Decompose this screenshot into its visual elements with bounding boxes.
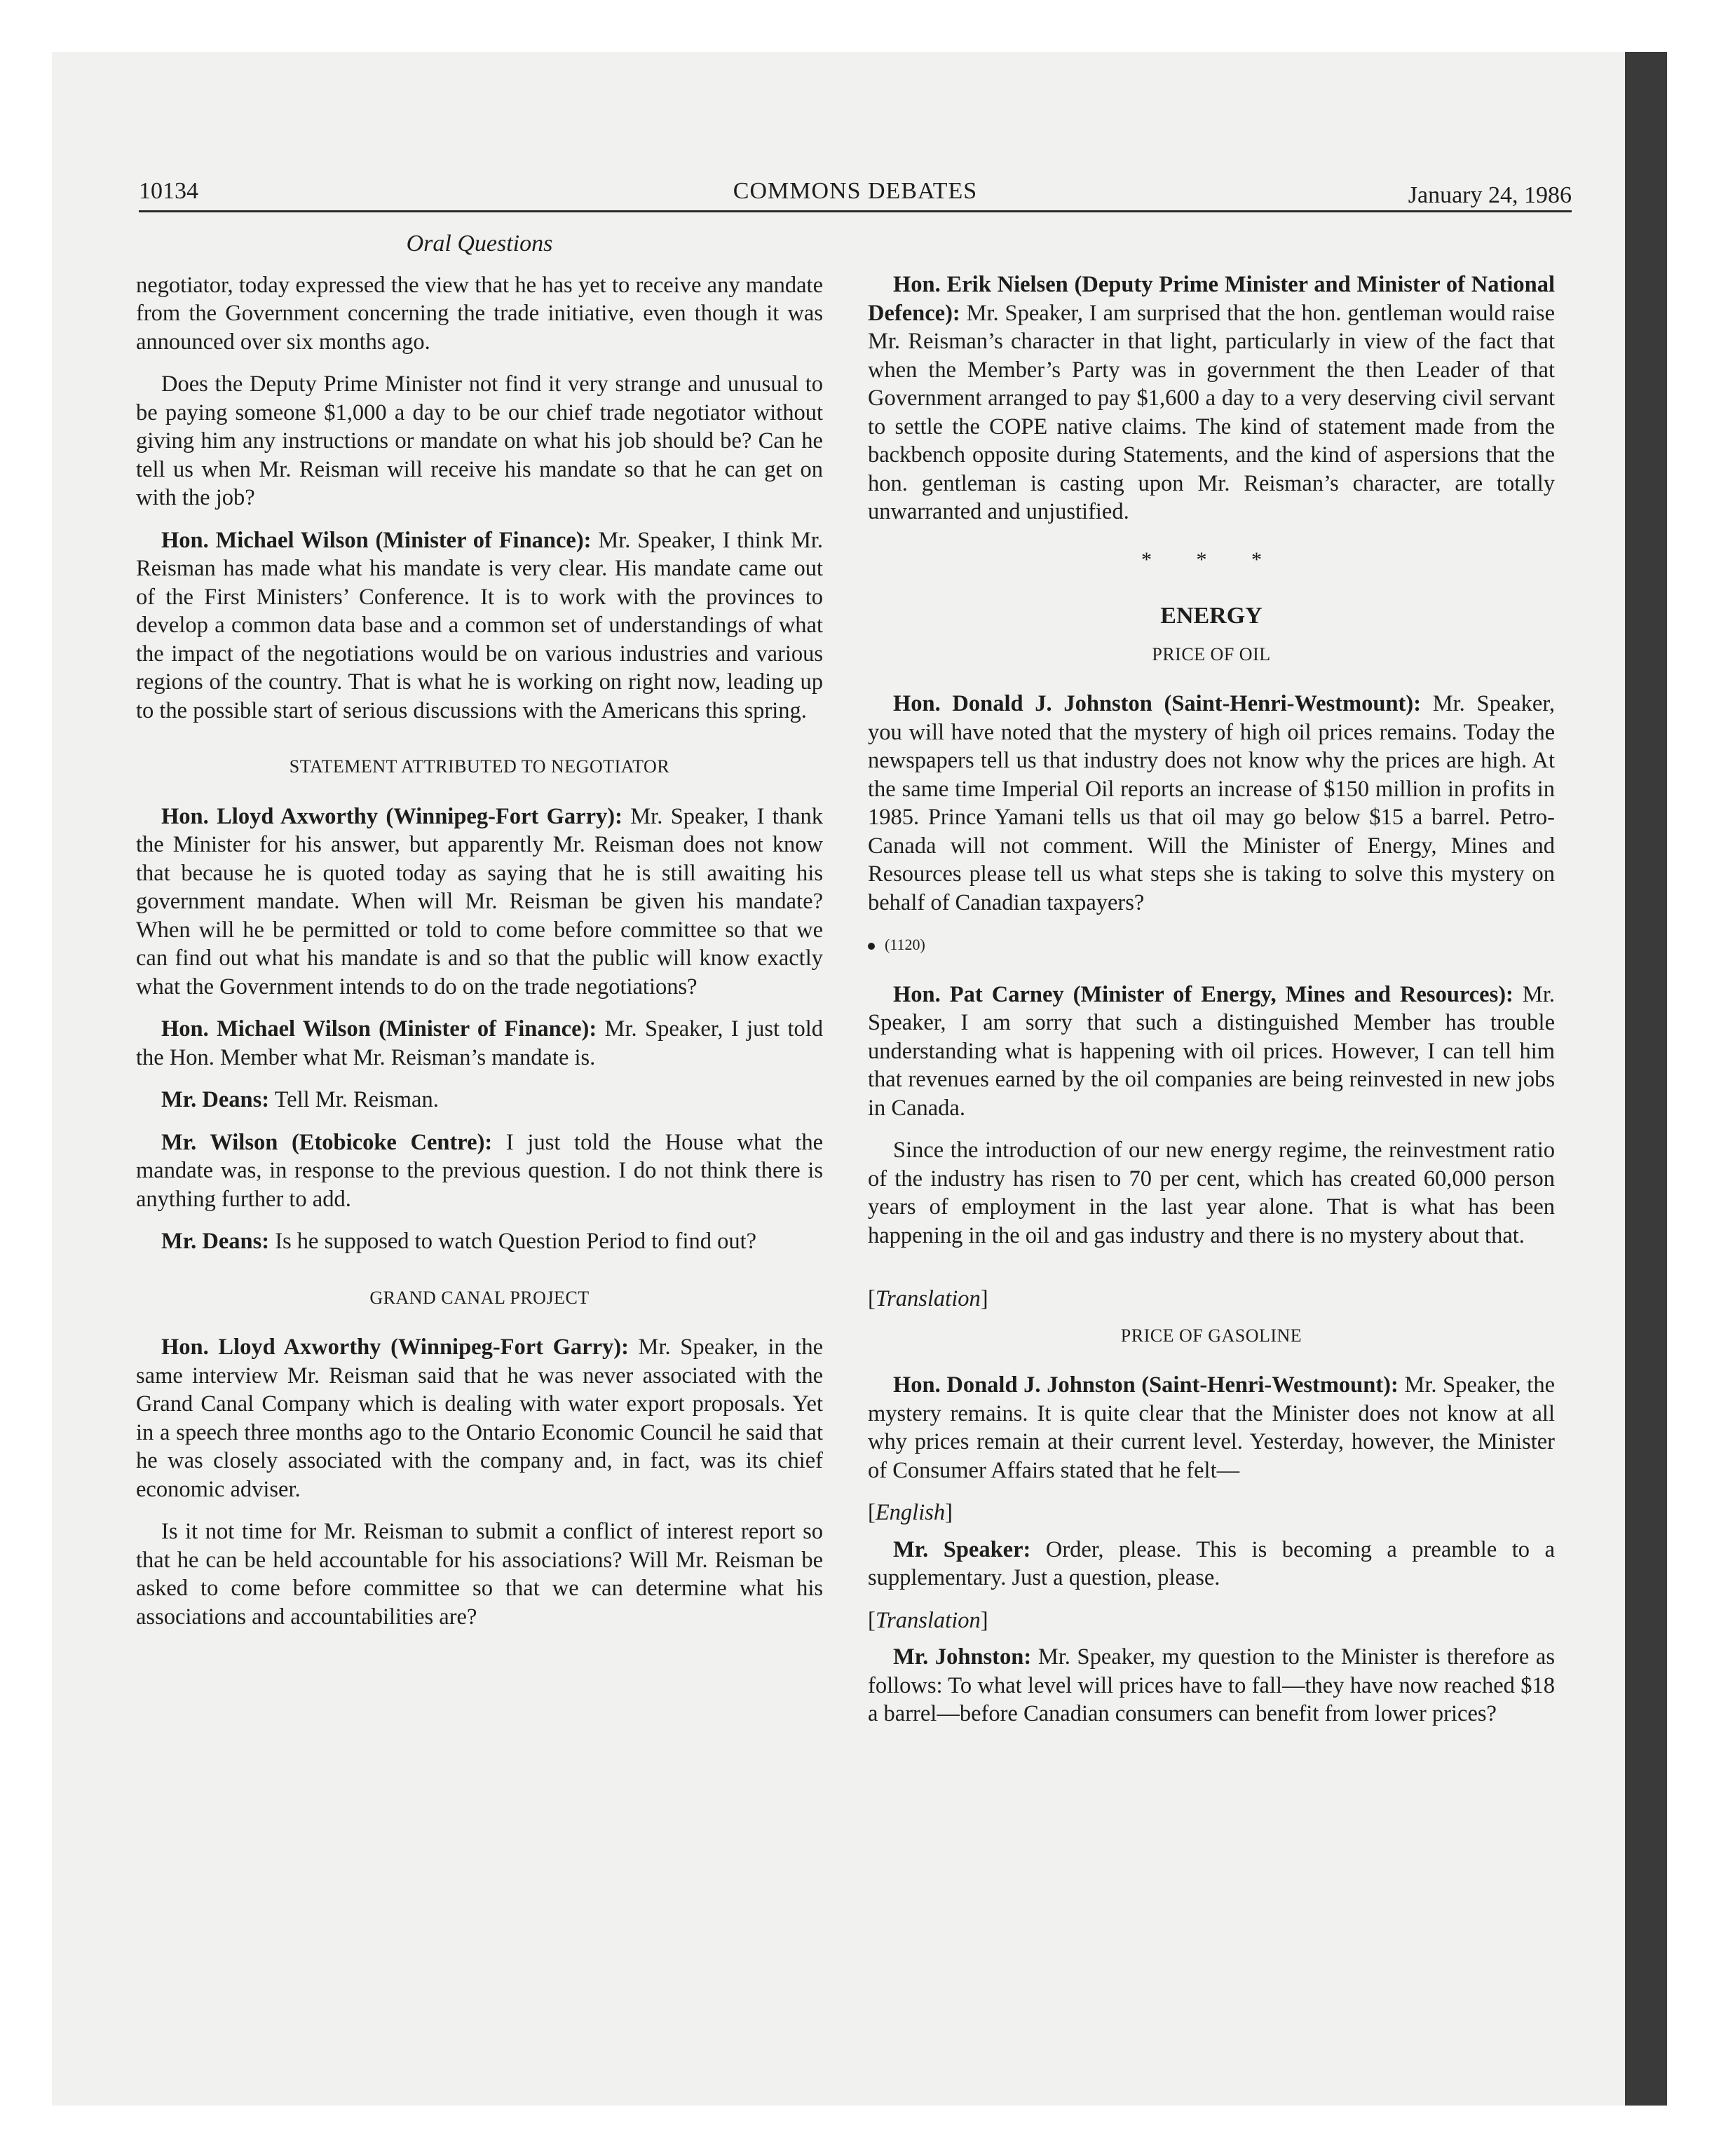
speaker-name: Hon. Pat Carney (Minister of Energy, Mines and Resources): bbox=[893, 981, 1513, 1007]
language-tag-text: English bbox=[875, 1500, 946, 1525]
speech-text: Mr. Speaker, my question to the Minister is therefore as follows: To what level will prices have to fall—they have now reached $18 a barrel—before Canadian consumers can benefit from lower prices? bbox=[868, 1644, 1555, 1726]
language-tag: [English] bbox=[868, 1500, 953, 1525]
speech-text: Is he supposed to watch Question Period to find out? bbox=[269, 1229, 757, 1254]
speech-text: Mr. Speaker, I thank the Minister for his answer, but apparently Mr. Reisman does not know that because he is quoted today as saying that he is still awaiting his government mandate. When will Mr. Reisman be given his mandate? When will he be permitted or told to come before committee so that we can find out what his mandate is and so that the public will know exactly what the Government intends to do on the trade negotiations? bbox=[136, 803, 824, 999]
speech bbox=[136, 526, 823, 725]
speech-text: I just told the House what the mandate was, in response to the previous question. I do not think there is anything further to add. bbox=[136, 1129, 823, 1212]
speech bbox=[136, 1128, 823, 1214]
section-label: Oral Questions bbox=[406, 231, 553, 257]
speech bbox=[136, 1015, 823, 1072]
speech-text: Mr. Speaker, you will have noted that the mystery of high oil prices remains. Today the newspapers tell us that industry does not know why the prices are high. At the same time Imperial Oil reports an increase of $150 million in profits in 1985. Prince Yamani tells us that oil may go below $15 a barrel. Petro-Canada will not comment. Will the Minister of Energy, Mines and Resources please tell us what steps she is taking to solve this mystery on behalf of Canadian taxpayers? bbox=[868, 691, 1555, 915]
speech-text: Order, please. This is becoming a preamble to a supplementary. Just a question, please. bbox=[868, 1536, 1555, 1590]
speech-text: Mr. Speaker, in the same interview Mr. Reisman said that he was never associated with the Grand Canal Company which is dealing with water export proposals. Yet in a speech three months ago to the Ontario Economic Council he said that he was closely associated with the company and, in fact, was its chief economic adviser. bbox=[136, 1335, 823, 1502]
speaker-name: Hon. Erik Nielsen (Deputy Prime Minister and Minister of National Defence): bbox=[868, 272, 1555, 326]
time-marker bbox=[868, 931, 1555, 960]
speech-text: Mr. Speaker, the mystery remains. It is quite clear that the Minister does not know at all why prices remain at their current level. Yesterday, however, the Minister of Consumer Affairs stated that he felt— bbox=[868, 1372, 1555, 1483]
language-tag-text: Translation bbox=[875, 1286, 981, 1311]
subheading: PRICE OF OIL bbox=[1152, 643, 1271, 664]
speaker-name: Hon. Michael Wilson (Minister of Finance): bbox=[161, 1016, 597, 1042]
paragraph: Since the introduction of our new energy regime, the reinvestment ratio of the industry has risen to 70 per cent, which has created 60,000 person years of employment in the last year alone. That is what has been happening in the oil and gas industry and there is no mystery about that. bbox=[868, 1138, 1555, 1248]
speech-text: Mr. Speaker, I am sorry that such a distinguished Member has trouble understanding what is happening with oil prices. However, I can tell him that revenues earned by the oil companies are being reinvested in new jobs in Canada. bbox=[868, 981, 1555, 1121]
paragraph: Is it not time for Mr. Reisman to submit a conflict of interest report so that he can be held accountable for his associations? Will Mr. Reisman be asked to come before committee so that we can determine what his associations and accountabilities are? bbox=[136, 1519, 823, 1630]
subheading: PRICE OF GASOLINE bbox=[1120, 1325, 1302, 1346]
right-column bbox=[868, 230, 1555, 1742]
speaker-name: Mr. Johnston: bbox=[893, 1644, 1032, 1670]
language-tag: [Translation] bbox=[868, 1607, 988, 1633]
speaker-name: Hon. Lloyd Axworthy (Winnipeg-Fort Garry): bbox=[161, 803, 622, 829]
page-header bbox=[139, 172, 1572, 212]
speech-text: Tell Mr. Reisman. bbox=[269, 1087, 439, 1112]
speech-text: Mr. Speaker, I think Mr. Reisman has made what his mandate is very clear. His mandate came out of the First Ministers’ Conference. It is to work with the provinces to develop a common data base and a common set of understandings of what the impact of the negotiations would be on various industries and various regions of the country. That is what he is working on right now, leading up to the possible start of serious discussions with the Americans this spring. bbox=[136, 527, 824, 723]
binding-edge bbox=[1625, 52, 1667, 2106]
speech bbox=[868, 981, 1555, 1123]
subheading: STATEMENT ATTRIBUTED TO NEGOTIATOR bbox=[289, 756, 670, 777]
section-heading: ENERGY bbox=[1160, 603, 1263, 629]
paragraph: negotiator, today expressed the view that he has yet to receive any mandate from the Government concerning the trade initiative, even though it was announced over six months ago. bbox=[136, 272, 823, 355]
bullet-icon bbox=[868, 943, 875, 950]
speaker-name: Mr. Speaker: bbox=[893, 1536, 1031, 1562]
speech bbox=[868, 1536, 1555, 1592]
page-number: 10134 bbox=[139, 178, 198, 204]
speaker-name: Mr. Wilson (Etobicoke Centre): bbox=[161, 1129, 493, 1155]
speaker-name: Hon. Lloyd Axworthy (Winnipeg-Fort Garry): bbox=[161, 1335, 629, 1360]
speech bbox=[868, 1371, 1555, 1485]
speech bbox=[136, 1333, 823, 1503]
speech bbox=[136, 1227, 823, 1256]
speaker-name: Mr. Deans: bbox=[161, 1087, 270, 1112]
time-code: (1120) bbox=[885, 936, 925, 953]
publication-title: COMMONS DEBATES bbox=[733, 178, 978, 204]
section-divider: * * * bbox=[1141, 547, 1281, 571]
speech-text: Mr. Speaker, I am surprised that the hon. gentleman would raise Mr. Reisman’s character in that light, particularly in view of the fact that when the Member’s Party was in government the then Leader of that Government arranged to pay $1,600 a day to a very deserving civil servant to settle the COPE native claims. The kind of statement made from the backbench opposite during Statements, and the kind of aspersions that the hon. gentleman is casting upon Mr. Reisman’s character, are totally unwarranted and unjustified. bbox=[868, 300, 1555, 524]
subheading: GRAND CANAL PROJECT bbox=[369, 1287, 590, 1308]
speech bbox=[136, 1086, 823, 1114]
speech bbox=[868, 271, 1555, 526]
speech bbox=[868, 1643, 1555, 1728]
speaker-name: Hon. Donald J. Johnston (Saint-Henri-Westmount): bbox=[893, 691, 1422, 716]
language-tag: [Translation] bbox=[868, 1286, 988, 1311]
speech bbox=[136, 803, 823, 1002]
speaker-name: Mr. Deans: bbox=[161, 1229, 270, 1254]
language-tag-text: Translation bbox=[875, 1607, 981, 1633]
speech bbox=[868, 690, 1555, 917]
speech-text: Mr. Speaker, I just told the Hon. Member what Mr. Reisman’s mandate is. bbox=[136, 1016, 824, 1070]
speaker-name: Hon. Michael Wilson (Minister of Finance): bbox=[161, 527, 592, 553]
page-date: January 24, 1986 bbox=[1408, 182, 1572, 208]
speaker-name: Hon. Donald J. Johnston (Saint-Henri-Westmount): bbox=[893, 1372, 1399, 1398]
paragraph: Does the Deputy Prime Minister not find it very strange and unusual to be paying someone $1,000 a day to be our chief trade negotiator without giving him any instructions or mandate on what his job should be? Can he tell us when Mr. Reisman will receive his mandate so that he can get on with the job? bbox=[136, 371, 823, 510]
left-column bbox=[136, 230, 823, 1645]
